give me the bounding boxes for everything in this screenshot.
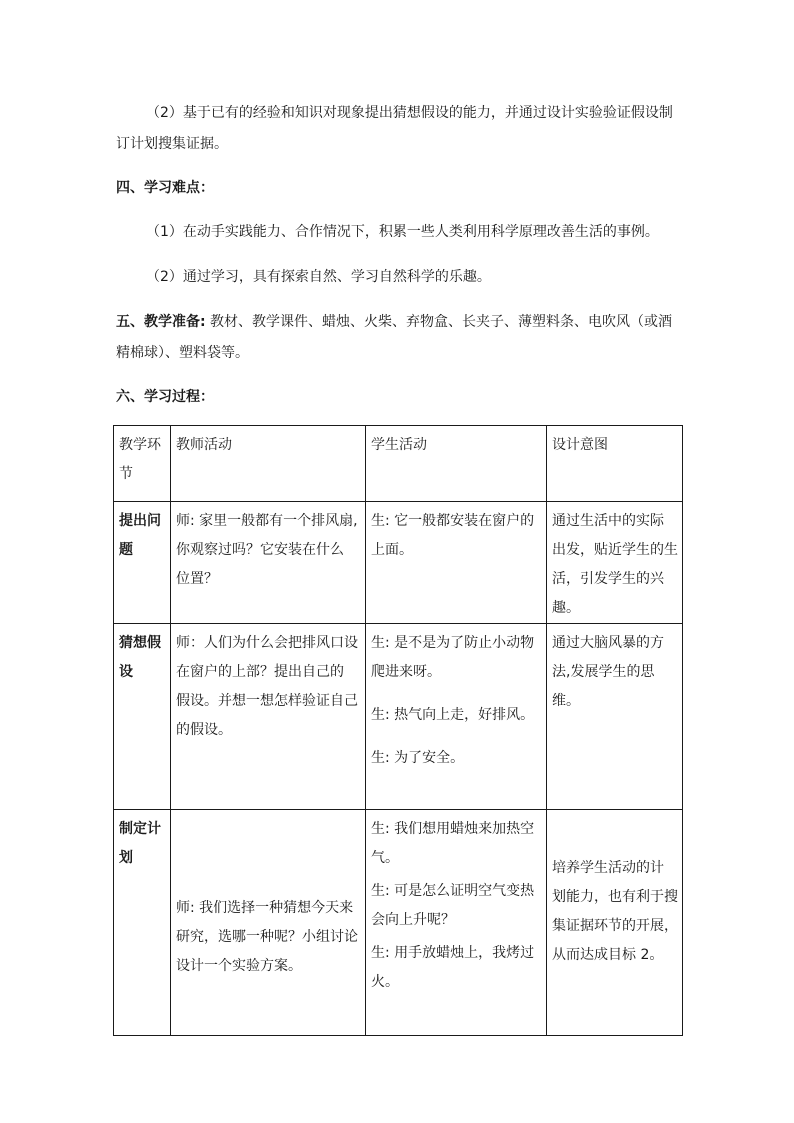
student-response: 生: 可是怎么证明空气变热 会向上升呢？ xyxy=(371,883,535,928)
student-cell: 生: 它一般都安装在窗户的 上面。 xyxy=(366,502,547,624)
section-5-line-2: 精棉球）、塑料袋等。 xyxy=(116,345,249,361)
student-response: 生: 热气向上走，好排风。 xyxy=(371,707,535,723)
student-cell xyxy=(366,810,547,1036)
difficulty-2: （2）通过学习，具有探索自然、学习自然科学的乐趣。 xyxy=(146,269,491,285)
header-student: 学生活动 xyxy=(366,426,547,502)
ability-2-line-2: 订计划搜集证据。 xyxy=(116,136,228,152)
section-5-line-1 xyxy=(116,312,686,332)
teacher-cell: 师: 家里一般都有一个排风扇, 你观察过吗？它安装在什么 位置？ xyxy=(171,502,366,624)
header-stage: 教学环 节 xyxy=(114,426,171,502)
stage-cell: 提出问 题 xyxy=(114,502,171,624)
table-header-row xyxy=(114,426,683,502)
table-row xyxy=(114,810,683,1036)
table-row xyxy=(114,624,683,810)
section-6-title: 六、学习过程： xyxy=(116,389,214,405)
stage-cell: 制定计 划 xyxy=(114,810,171,1036)
ability-2-line-1: （2）基于已有的经验和知识对现象提出猜想假设的能力，并通过设计实验验证假设制 xyxy=(146,105,673,121)
student-response: 生: 为了安全。 xyxy=(371,750,465,766)
student-cell xyxy=(366,624,547,810)
header-intent: 设计意图 xyxy=(547,426,683,502)
learning-process-table xyxy=(113,425,683,1036)
header-teacher: 教师活动 xyxy=(171,426,366,502)
intent-cell: 通过生活中的实际 出发，贴近学生的生 活，引发学生的兴趣。 xyxy=(547,502,683,624)
intent-cell: 通过大脑风暴的方 法,发展学生的思维。 xyxy=(547,624,683,810)
section-5-text: 教材、教学课件、蜡烛、火柴、弃物盒、长夹子、薄塑料条、电吹风（或酒 xyxy=(205,314,673,330)
teacher-cell: 师: 我们选择一种猜想今天来 研究，选哪一种呢？小组讨论 设计一个实验方案。 xyxy=(171,810,366,1036)
student-response: 生: 我们想用蜡烛来加热空 气。 xyxy=(371,821,535,866)
section-5-label: 五、教学准备: xyxy=(116,314,206,330)
table-row xyxy=(114,502,683,624)
teacher-cell: 师：人们为什么会把排风口设 在窗户的上部？提出自己的 假设。并想一想怎样验证自己 的假设。 xyxy=(171,624,366,810)
student-response: 生: 是不是为了防止小动物 爬进来呀。 xyxy=(371,635,535,680)
difficulty-1: （1）在动手实践能力、合作情况下，积累一些人类利用科学原理改善生活的事例。 xyxy=(146,224,659,240)
intent-cell: 培养学生活动的计 划能力，也有利于搜 集证据环节的开展， 从而达成目标 2。 xyxy=(547,810,683,1036)
section-4-title: 四、学习难点： xyxy=(116,180,214,196)
student-response: 生: 用手放蜡烛上，我烤过 火。 xyxy=(371,945,535,990)
stage-cell: 猜想假 设 xyxy=(114,624,171,810)
